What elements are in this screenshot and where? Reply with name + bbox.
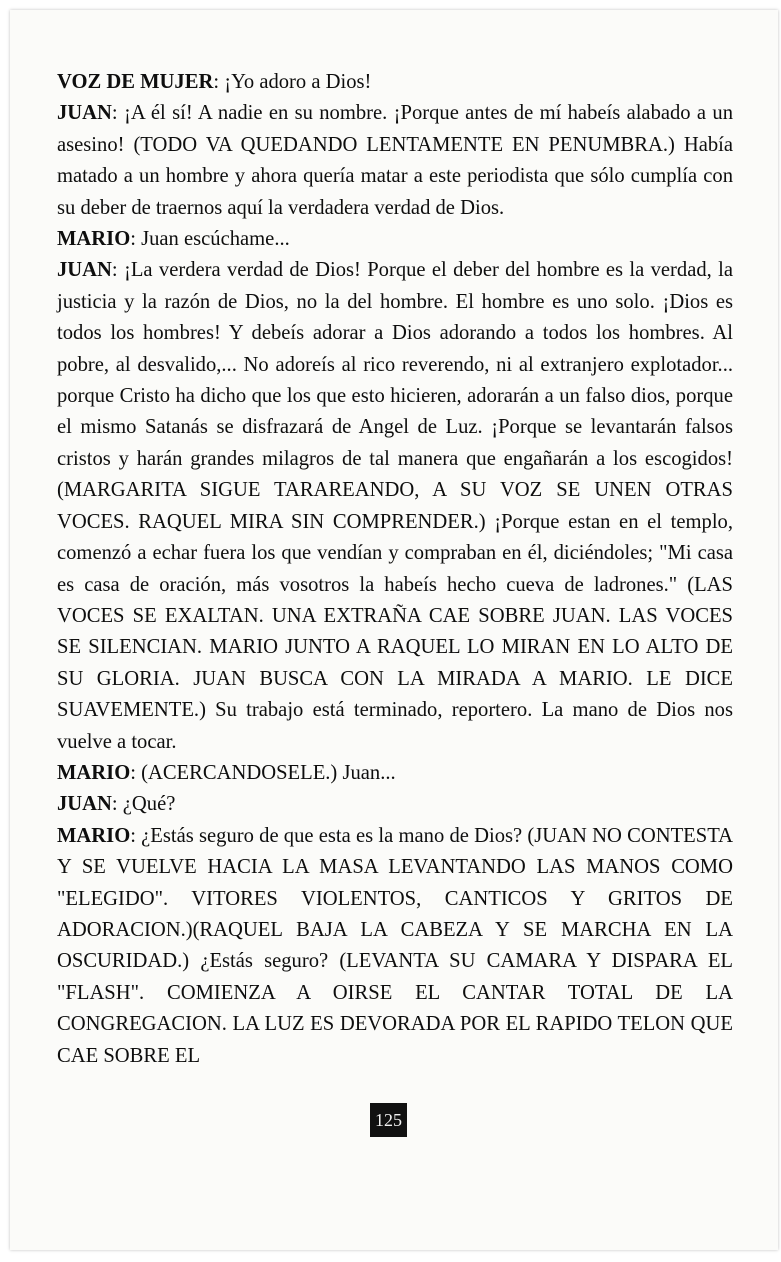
dialogue-entry — [57, 789, 733, 820]
dialogue-text: : ¡Yo adoro a Dios! — [213, 71, 372, 93]
speaker-name: JUAN — [57, 102, 112, 125]
speaker-name: JUAN — [57, 259, 112, 282]
speaker-name: JUAN — [57, 793, 112, 816]
script-text — [57, 67, 733, 1072]
dialogue-text: : ¡A él sí! A nadie en su nombre. ¡Porque antes de mí habeís alabado a un asesino! (TODO VA QUEDANDO LENTAMENTE EN PENUMBRA.) Había matado a un hombre y ahora quería matar a este periodista que sólo cumplía con su deber de traernos aquí la verdadera verdad de Dios. — [57, 102, 733, 219]
dialogue-text: : ¿Qué? — [111, 793, 176, 816]
dialogue-entry — [57, 821, 733, 1072]
dialogue-text: : ¡La verdera verdad de Dios! Porque el deber del hombre es la verdad, la justicia y la razón de Dios, no la del hombre. El hombre es uno solo. ¡Dios es todos los hombres! Y debeís adorar a Dios adorando a todos los hombres. Al pobre, al desvalido,... No adoreís al rico reverendo, ni al extranjero explotador... porque Cristo ha dicho que los que esto hicieren, adorarán a un falso dios, porque el mismo Satanás se disfrazará de Angel de Luz. ¡Porque se levantarán falsos cristos y harán grandes milagros de tal manera que engañarán a los escogidos! (MARGARITA SIGUE TARAREANDO, A SU VOZ SE UNEN OTRAS VOCES. RAQUEL MIRA SIN COMPRENDER.) ¡Porque estan en el templo, comenzó a echar fuera los que vendían y compraban en él, diciéndoles; "Mi casa es casa de oración, más vosotros la habeís hecho cueva de ladrones." (LAS VOCES SE EXALTAN. UNA EXTRAÑA CAE SOBRE JUAN. LAS VOCES SE SILENCIAN. MARIO JUNTO A RAQUEL LO MIRAN EN LO ALTO DE SU GLORIA. JUAN BUSCA CON LA MIRADA A MARIO. LE DICE SUAVEMENTE.) Su trabajo está terminado, reportero. La mano de Dios nos vuelve a tocar. — [57, 259, 733, 753]
speaker-name: MARIO — [57, 761, 131, 784]
page-number: 125 — [370, 1103, 407, 1137]
book-page — [10, 10, 778, 1250]
dialogue-entry — [57, 67, 733, 98]
speaker-name: MARIO — [57, 824, 131, 847]
dialogue-text: : ¿Estás seguro de que esta es la mano de Dios? (JUAN NO CONTESTA Y SE VUELVE HACIA LA MASA LEVANTANDO LAS MANOS COMO "ELEGIDO". VITORES VIOLENTOS, CANTICOS Y GRITOS DE ADORACION.)(RAQUEL BAJA LA CABEZA Y SE MARCHA EN LA OSCURIDAD.) ¿Estás seguro? (LEVANTA SU CAMARA Y DISPARA EL "FLASH". COMIENZA A OIRSE EL CANTAR TOTAL DE LA CONGREGACION. LA LUZ ES DEVORADA POR EL RAPIDO TELON QUE CAE SOBRE EL — [57, 824, 733, 1067]
speaker-name: VOZ DE MUJER — [57, 71, 214, 93]
speaker-name: MARIO — [57, 228, 131, 251]
dialogue-entry — [57, 255, 733, 758]
dialogue-entry — [57, 98, 733, 224]
dialogue-text: : (ACERCANDOSELE.) Juan... — [130, 761, 396, 784]
dialogue-text: : Juan escúchame... — [130, 228, 290, 251]
dialogue-entry — [57, 758, 733, 789]
dialogue-entry — [57, 224, 733, 255]
